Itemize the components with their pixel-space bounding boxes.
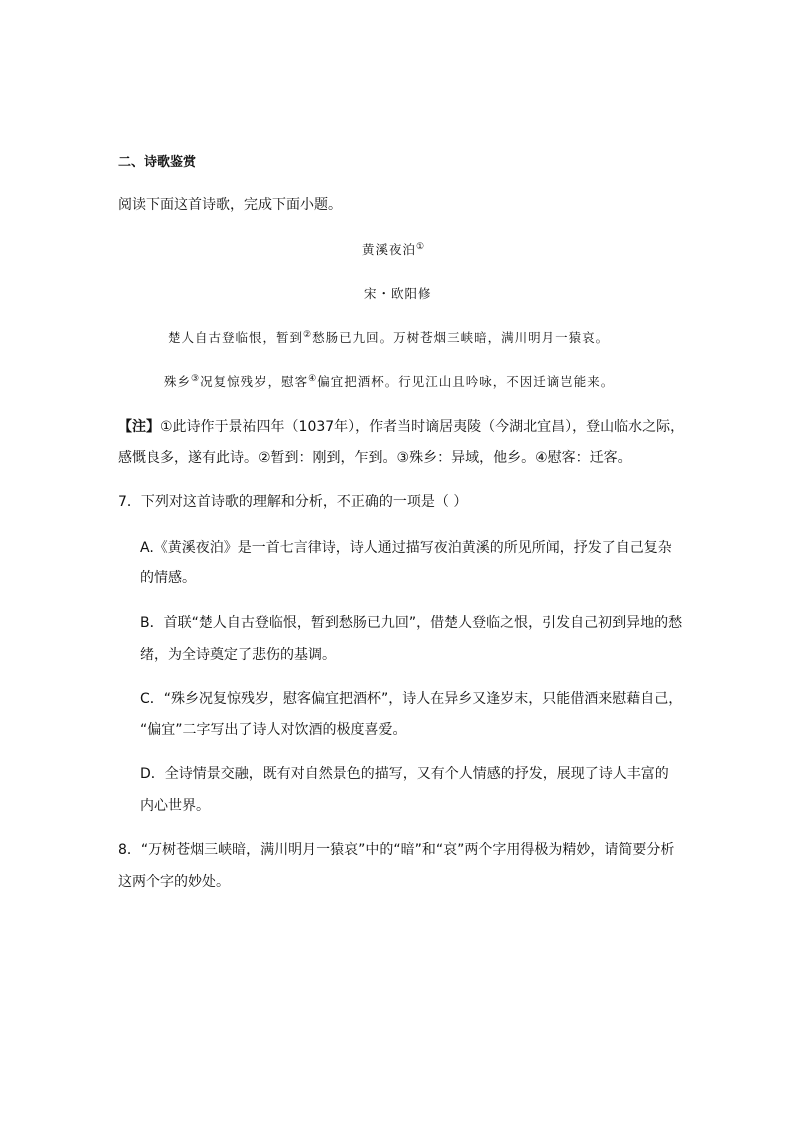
poem-line-1: [168, 328, 609, 348]
footnote-mark: ③: [191, 374, 201, 384]
question-7-stem: 7．下列对这首诗歌的理解和分析，不正确的一项是（ ）: [118, 494, 468, 510]
footnote-mark: ②: [303, 330, 313, 340]
option-c-line-2: “偏宜”二字写出了诗人对饮酒的极度喜爱。: [140, 722, 407, 738]
note-line-2: 感慨良多，遂有此诗。②暂到：刚到，乍到。③殊乡：异域，他乡。④慰客：迁客。: [118, 450, 632, 466]
option-b-line-1: B．首联“楚人自古登临恨，暂到愁肠已九回”，借楚人登临之恨，引发自己初到异地的愁: [140, 615, 683, 631]
poem-line-1-part-b: 愁肠已九回。万树苍烟三峡暗，满川明月一猿哀。: [312, 330, 610, 345]
section-title: 二、诗歌鉴赏: [118, 155, 197, 170]
footnote-mark: ④: [308, 374, 318, 384]
question-8-line-1: 8．“万树苍烟三峡暗，满川明月一猿哀”中的“暗”和“哀”两个字用得极为精妙，请简要分析: [118, 842, 675, 858]
option-c-line-1: C．“殊乡况复惊残岁，慰客偏宜把酒杯”，诗人在异乡又逢岁末，只能借酒来慰藉自己，: [140, 691, 683, 707]
instruction-text: 阅读下面这首诗歌，完成下面小题。: [118, 197, 342, 213]
question-8-line-2: 这两个字的妙处。: [118, 874, 230, 890]
note-text-1: ①此诗作于景祐四年（1037年），作者当时谪居夷陵（今湖北宜昌），登山临水之际，: [160, 419, 685, 435]
poem-title: [362, 240, 425, 260]
poem-line-1-part-a: 楚人自古登临恨，暂到: [168, 330, 304, 345]
poem-line-2-part-a: 殊乡: [164, 374, 192, 389]
option-d-line-2: 内心世界。: [140, 798, 210, 814]
option-a-line-1: A.《黄溪夜泊》是一首七言律诗，诗人通过描写夜泊黄溪的所见所闻，抒发了自己复杂: [140, 540, 672, 556]
note-label: 【注】: [118, 419, 160, 435]
option-a-line-2: 的情感。: [140, 570, 196, 586]
poem-line-2-part-b: 况复惊残岁，慰客: [200, 374, 309, 389]
note-line-1: [118, 417, 684, 437]
poem-line-2: [164, 372, 614, 392]
poem-title-text: 黄溪夜泊: [362, 242, 417, 257]
poem-author: 宋・欧阳修: [364, 286, 432, 301]
footnote-mark: ①: [416, 242, 426, 252]
option-d-line-1: D．全诗情景交融，既有对自然景色的描写，又有个人情感的抒发，展现了诗人丰富的: [140, 766, 669, 782]
option-b-line-2: 绪，为全诗奠定了悲伤的基调。: [140, 647, 336, 663]
poem-line-2-part-c: 偏宜把酒杯。行见江山且吟咏，不因迁谪岂能来。: [317, 374, 615, 389]
